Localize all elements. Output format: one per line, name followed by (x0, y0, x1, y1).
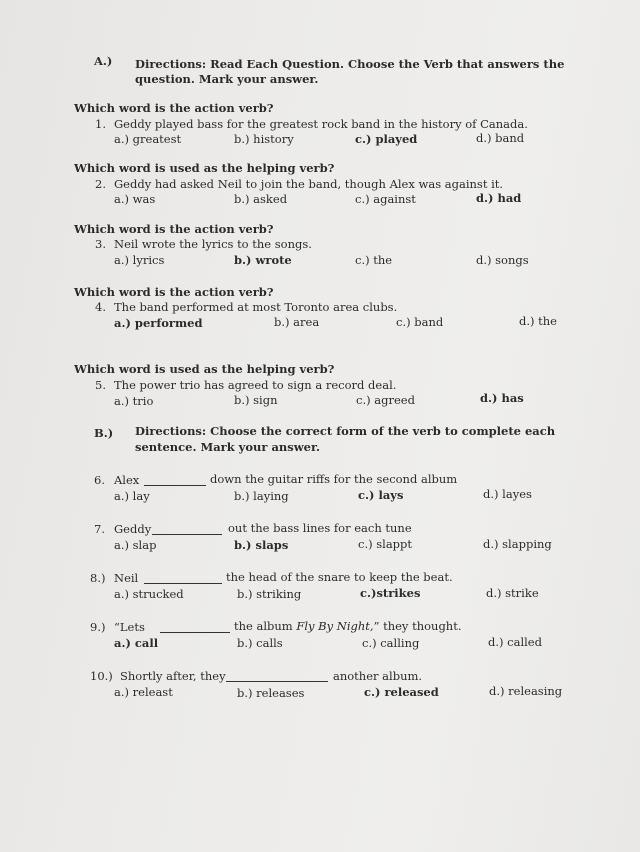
option-c: c.) agreed (356, 393, 415, 407)
section-a-directions-line2: question. Mark your answer. (135, 72, 319, 86)
option-a-answer: a.) performed (114, 316, 203, 330)
question-prompt: Which word is used as the helping verb? (74, 362, 335, 376)
answer-blank (226, 670, 328, 682)
option-c: c.) slappt (358, 537, 413, 551)
option-d: d.) the (519, 314, 557, 328)
answer-blank (144, 572, 222, 584)
option-b-answer: b.) slaps (234, 538, 289, 552)
question-prompt: Which word is the action verb? (74, 101, 274, 115)
answer-blank (152, 523, 222, 535)
option-d-answer: d.) had (476, 191, 522, 205)
question-subject: Alex (114, 473, 140, 487)
option-c: c.) band (396, 315, 444, 329)
option-c: c.) calling (362, 636, 420, 650)
question-number: 7. (94, 522, 105, 536)
option-a: a.) greatest (114, 132, 182, 146)
album-title: Fly By Night, (296, 619, 374, 633)
section-b-directions-line1: Directions: Choose the correct form of the verb to complete each (135, 424, 556, 438)
question-number: 8.) (90, 571, 106, 585)
section-b-label: B.) (94, 426, 114, 440)
question-subject: Geddy (114, 522, 152, 536)
option-c-answer: c.) lays (358, 488, 404, 502)
option-d-answer: d.) has (480, 391, 524, 405)
option-a: a.) lay (114, 489, 150, 503)
question-subject: Neil (114, 571, 139, 585)
question-number: 5. (95, 378, 106, 392)
option-b: b.) releases (237, 686, 305, 700)
option-d: d.) slapping (483, 537, 552, 551)
option-a-answer: a.) call (114, 636, 159, 650)
sentence-part: the album (234, 619, 297, 633)
option-c-answer: c.) played (355, 132, 418, 146)
option-b: b.) laying (234, 489, 289, 503)
option-b: b.) sign (234, 393, 278, 407)
question-number: 10.) (90, 669, 113, 683)
option-b-answer: b.) wrote (234, 253, 292, 267)
question-sentence: The band performed at most Toronto area clubs. (114, 300, 398, 314)
option-d: d.) songs (476, 253, 529, 267)
question-sentence-rest: out the bass lines for each tune (228, 521, 412, 535)
option-a: a.) was (114, 192, 156, 206)
option-d: d.) layes (483, 487, 532, 501)
question-number: 2. (95, 177, 106, 191)
answer-blank (144, 474, 206, 486)
option-a: a.) lyrics (114, 253, 165, 267)
question-subject: Shortly after, they (120, 669, 226, 683)
question-sentence: The power trio has agreed to sign a record deal. (114, 378, 397, 392)
option-b: b.) striking (237, 587, 302, 601)
section-a-directions-line1: Directions: Read Each Question. Choose the Verb that answers the (135, 57, 565, 71)
option-b: b.) history (234, 132, 294, 146)
option-b: b.) area (274, 315, 320, 329)
question-sentence-rest: down the guitar riffs for the second album (210, 472, 458, 486)
option-c: c.) the (355, 253, 393, 267)
question-sentence: Neil wrote the lyrics to the songs. (114, 237, 312, 251)
option-d: d.) strike (486, 586, 539, 600)
question-prompt: Which word is the action verb? (74, 222, 274, 236)
question-prompt: Which word is used as the helping verb? (74, 161, 335, 175)
question-sentence-rest: another album. (333, 669, 423, 683)
question-subject: “Lets (114, 620, 145, 634)
answer-blank (160, 621, 230, 633)
option-d: d.) releasing (489, 684, 563, 698)
question-sentence: Geddy played bass for the greatest rock band in the history of Canada. (114, 117, 528, 131)
option-d: d.) called (488, 635, 542, 649)
option-d: d.) band (476, 131, 525, 145)
option-a: a.) trio (114, 394, 154, 408)
question-sentence: Geddy had asked Neil to join the band, though Alex was against it. (114, 177, 504, 191)
option-b: b.) calls (237, 636, 283, 650)
section-a-label: A.) (94, 54, 113, 68)
option-a: a.) strucked (114, 587, 184, 601)
sentence-part: ” they thought. (373, 619, 462, 633)
question-number: 4. (95, 300, 106, 314)
question-number: 9.) (90, 620, 106, 634)
option-a: a.) slap (114, 538, 157, 552)
question-sentence-rest (234, 619, 462, 633)
question-prompt: Which word is the action verb? (74, 285, 274, 299)
option-a: a.) releast (114, 685, 173, 699)
question-number: 3. (95, 237, 106, 251)
question-number: 1. (95, 117, 106, 131)
option-c-answer: c.) released (364, 685, 439, 699)
question-sentence-rest: the head of the snare to keep the beat. (226, 570, 453, 584)
question-number: 6. (94, 473, 105, 487)
option-b: b.) asked (234, 192, 288, 206)
section-b-directions-line2: sentence. Mark your answer. (135, 440, 320, 454)
option-c-answer: c.)strikes (360, 586, 421, 600)
option-c: c.) against (355, 192, 416, 206)
